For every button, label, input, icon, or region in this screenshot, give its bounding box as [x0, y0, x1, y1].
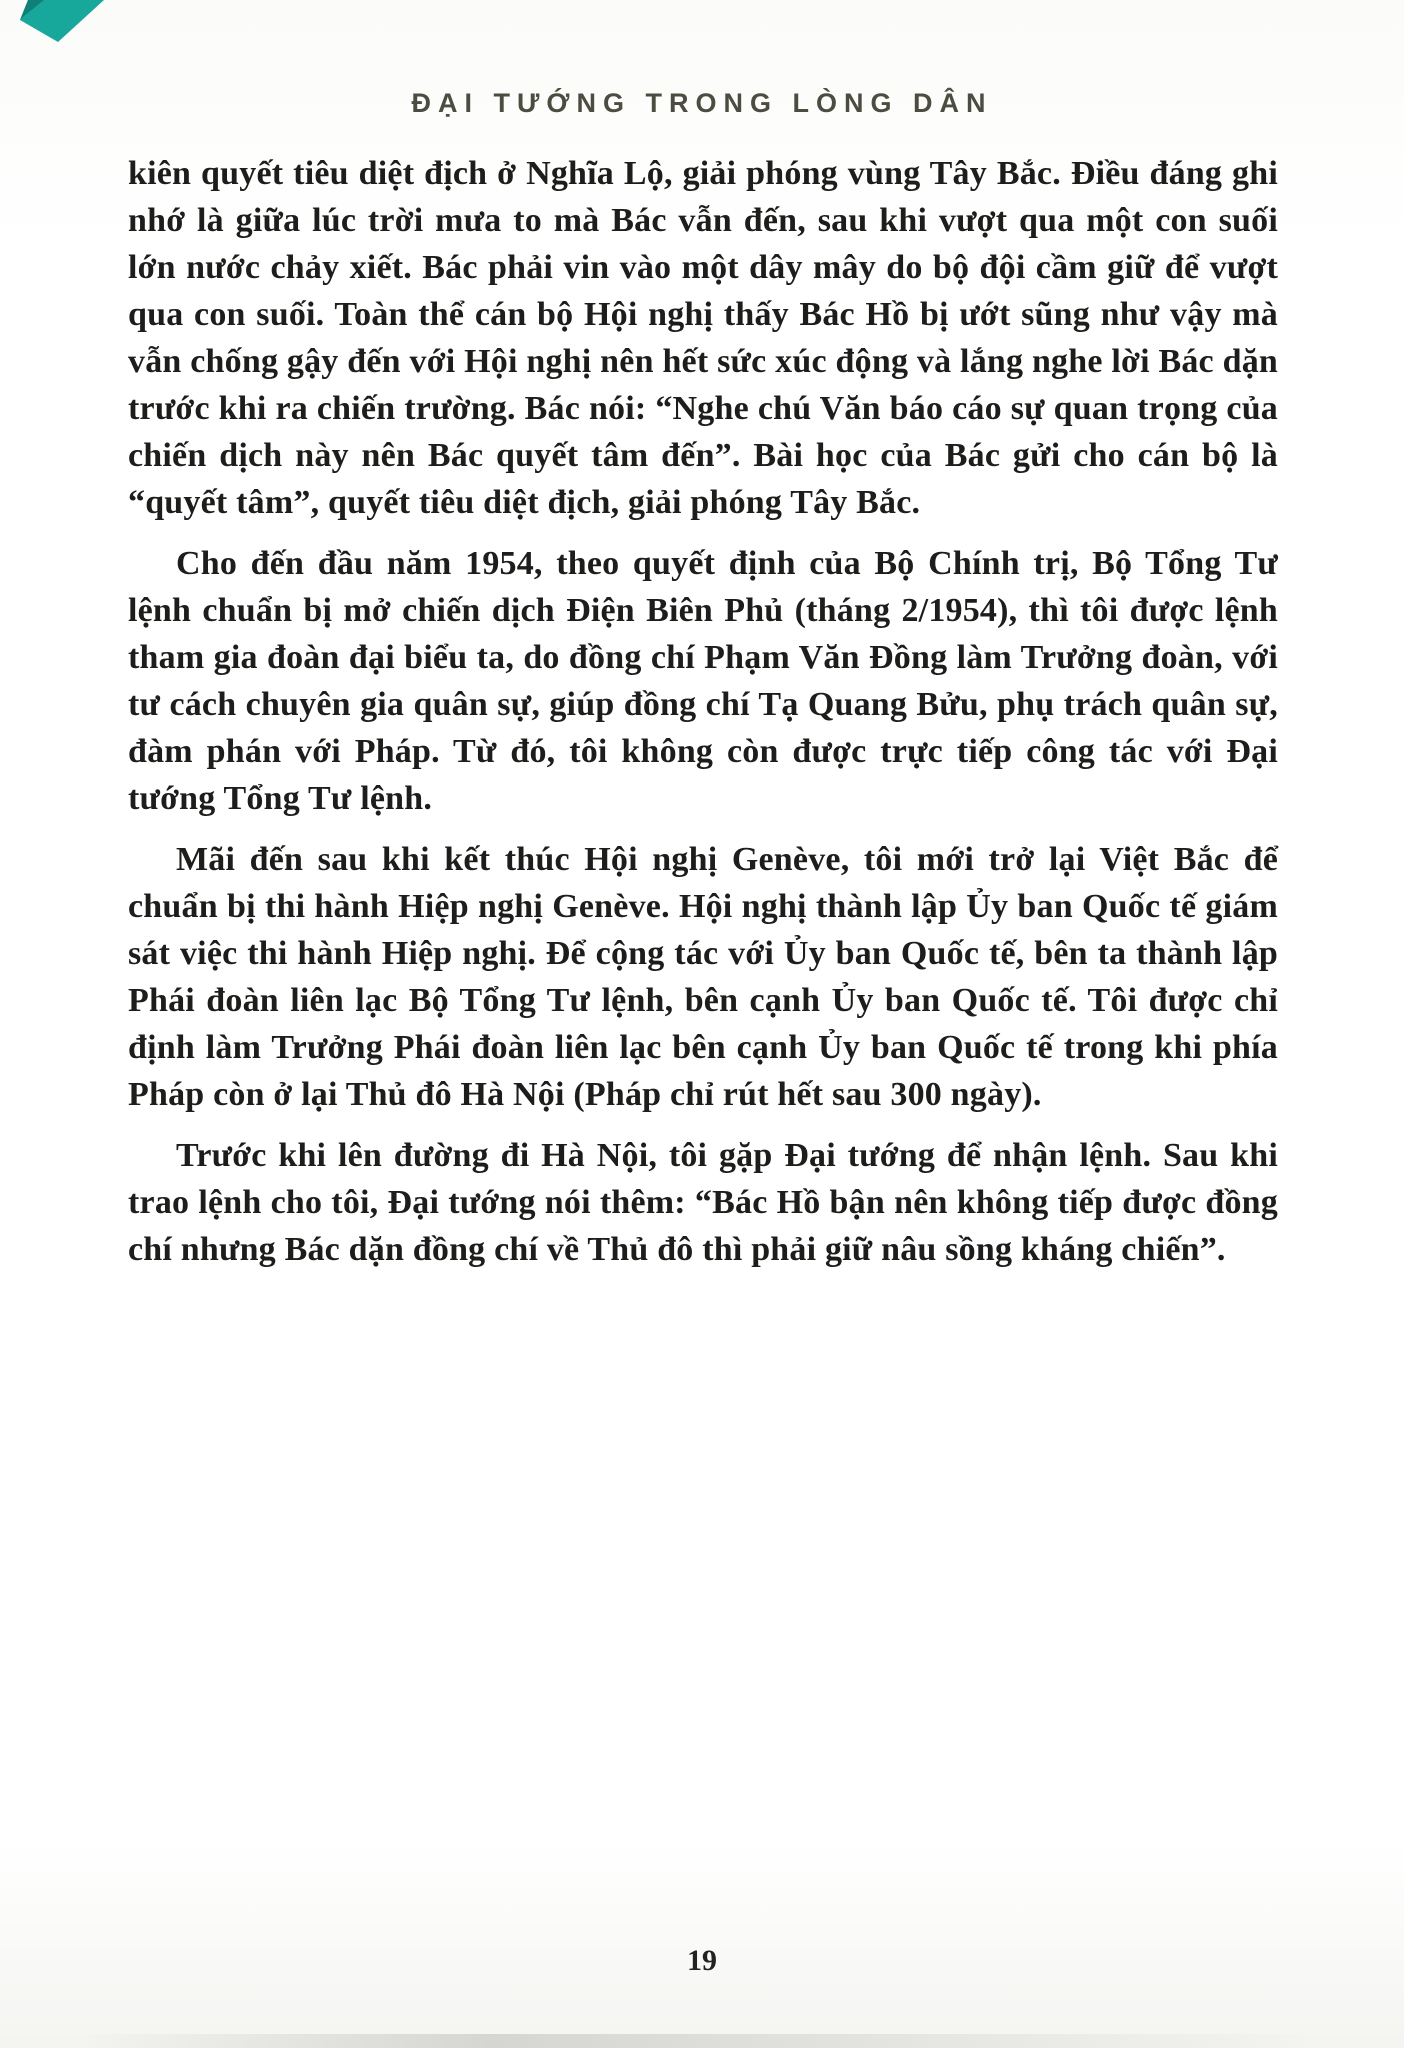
paragraph: Cho đến đầu năm 1954, theo quyết định của Bộ Chính trị, Bộ Tổng Tư lệnh chuẩn bị mở chiến dịch Điện Biên Phủ (tháng 2/1954), thì tôi được lệnh tham gia đoàn đại biểu ta, do đồng chí Phạm Văn Đồng làm Trưởng đoàn, với tư cách chuyên gia quân sự, giúp đồng chí Tạ Quang Bửu, phụ trách quân sự, đàm phán với Pháp. Từ đó, tôi không còn được trực tiếp công tác với Đại tướng Tổng Tư lệnh.	[128, 545, 1278, 817]
paragraph: Trước khi lên đường đi Hà Nội, tôi gặp Đại tướng để nhận lệnh. Sau khi trao lệnh cho tôi, Đại tướng nói thêm: “Bác Hồ bận nên không tiếp được đồng chí nhưng Bác dặn đồng chí về Thủ đô thì phải giữ nâu sồng kháng chiến”.	[128, 1137, 1278, 1268]
corner-ribbon-icon	[0, 0, 140, 60]
paragraph: kiên quyết tiêu diệt địch ở Nghĩa Lộ, giải phóng vùng Tây Bắc. Điều đáng ghi nhớ là giữa lúc trời mưa to mà Bác vẫn đến, sau khi vượt qua một con suối lớn nước chảy xiết. Bác phải vin vào một dây mây do bộ đội cầm giữ để vượt qua con suối. Toàn thể cán bộ Hội nghị thấy Bác Hồ bị ướt sũng như vậy mà vẫn chống gậy đến với Hội nghị nên hết sức xúc động và lắng nghe lời Bác dặn trước khi ra chiến trường. Bác nói: “Nghe chú Văn báo cáo sự quan trọng của chiến dịch này nên Bác quyết tâm đến”. Bài học của Bác gửi cho cán bộ là “quyết tâm”, quyết tiêu diệt địch, giải phóng Tây Bắc.	[128, 155, 1278, 521]
body-text	[128, 150, 1278, 1287]
running-header: ĐẠI TƯỚNG TRONG LÒNG DÂN	[411, 88, 993, 118]
scan-edge-shadow	[0, 2034, 1404, 2048]
page-number: 19	[687, 1944, 717, 1977]
paragraph: Mãi đến sau khi kết thúc Hội nghị Genève, tôi mới trở lại Việt Bắc để chuẩn bị thi hành Hiệp nghị Genève. Hội nghị thành lập Ủy ban Quốc tế giám sát việc thi hành Hiệp nghị. Để cộng tác với Ủy ban Quốc tế, bên ta thành lập Phái đoàn liên lạc Bộ Tổng Tư lệnh, bên cạnh Ủy ban Quốc tế. Tôi được chỉ định làm Trưởng Phái đoàn liên lạc bên cạnh Ủy ban Quốc tế trong khi phía Pháp còn ở lại Thủ đô Hà Nội (Pháp chỉ rút hết sau 300 ngày).	[128, 841, 1278, 1113]
